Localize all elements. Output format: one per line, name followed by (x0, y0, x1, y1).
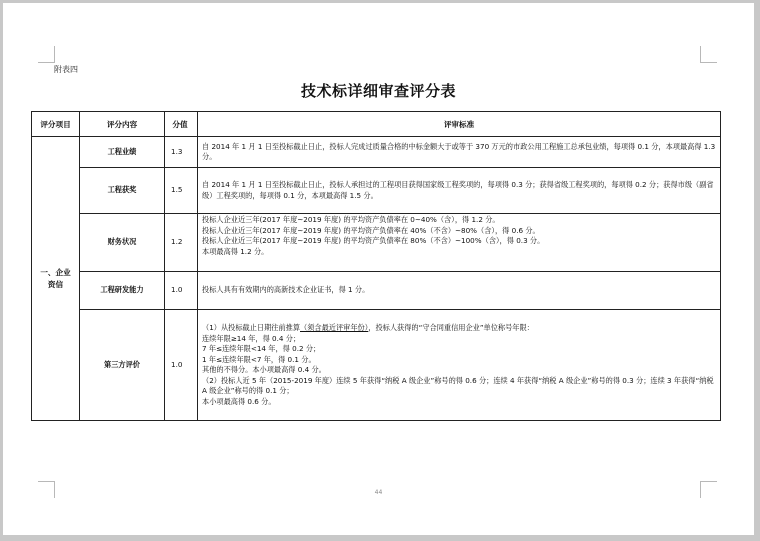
header-score: 分值 (165, 112, 198, 137)
criteria-cell (198, 137, 721, 168)
criteria-line: 1 年≤连续年限<7 年，得 0.1 分。 (202, 354, 316, 364)
content-cell: 工程研发能力 (80, 272, 165, 310)
crop-mark-top-left (38, 46, 55, 63)
criteria-cell (198, 310, 721, 421)
criteria-line: 投标人企业近三年(2017 年度~2019 年度) 的平均资产负债率在 0~40%（含），得 1.2 分。 (202, 215, 500, 224)
criteria-line: （1）从投标截止日期往前推算（须含最近评审年份），投标人获得的“守合同重信用企业”单位称号年限： (202, 323, 534, 332)
criteria-cell (198, 214, 721, 272)
criteria-text: 自 2014 年 1 月 1 日至投标截止日止，投标人完成过质量合格的中标金额大于或等于 370 万元的市政公用工程施工总承包业绩，每项得 0.1 分，本项最高得 1.3 分。 (202, 141, 716, 161)
criteria-line: 本小项最高得 0.6 分。 (202, 396, 276, 406)
score-cell: 1.0 (165, 310, 198, 421)
document-page (3, 3, 754, 535)
criteria-line: （2）投标人近 5 年（2015-2019 年度）连续 5 年获得“纳税 A 级企业”称号的得 0.6 分；连续 4 年获得“纳税 A 级企业”称号的得 0.3 分；连续 3 年获得“纳税 A 级企业”称号的得 0.1 分； (202, 375, 714, 395)
criteria-cell (198, 168, 721, 214)
score-cell: 1.3 (165, 137, 198, 168)
crop-mark-top-right (700, 46, 717, 63)
table-row (32, 137, 721, 168)
page-number: 44 (374, 489, 383, 496)
page-title: 技术标详细审查评分表 (300, 82, 456, 100)
table-row (32, 168, 721, 214)
criteria-line: 投标人企业近三年(2017 年度~2019 年度) 的平均资产负债率在 40%（不含）~80%（含），得 0.6 分。 (202, 225, 540, 235)
table-row (32, 214, 721, 272)
criteria-cell (198, 272, 721, 310)
scoring-table (31, 111, 721, 421)
content-cell: 第三方评价 (80, 310, 165, 421)
score-cell: 1.2 (165, 214, 198, 272)
criteria-text: 投标人具有有效期内的高新技术企业证书，得 1 分。 (202, 285, 370, 295)
score-cell: 1.0 (165, 272, 198, 310)
content-cell: 财务状况 (80, 214, 165, 272)
score-cell: 1.5 (165, 168, 198, 214)
criteria-line: 投标人企业近三年(2017 年度~2019 年度) 的平均资产负债率在 80%（不含）~100%（含），得 0.3 分。 (202, 236, 545, 245)
content-cell: 工程业绩 (80, 137, 165, 168)
criteria-line: 本项最高得 1.2 分。 (202, 246, 269, 256)
header-criteria: 评审标准 (198, 112, 721, 137)
header-category: 评分项目 (32, 112, 80, 137)
underlined-note: （须含最近评审年份） (300, 323, 369, 332)
criteria-line: 7 年≤连续年限<14 年，得 0.2 分； (202, 344, 321, 353)
header-content: 评分内容 (80, 112, 165, 137)
criteria-line: 其他的不得分。本小项最高得 0.4 分。 (202, 365, 326, 374)
table-row (32, 272, 721, 310)
table-header-row (32, 112, 721, 137)
content-cell: 工程获奖 (80, 168, 165, 214)
annex-label: 附表四 (54, 65, 78, 74)
category-cell: 一、企业资信 (32, 137, 80, 421)
criteria-line: 连续年限≥14 年，得 0.4 分； (202, 333, 301, 343)
criteria-text: 自 2014 年 1 月 1 日至投标截止日止，投标人承担过的工程项目获得国家级工程奖项的，每项得 0.3 分；获得省级工程奖项的，每项得 0.2 分；获得市级（副省级）工程奖项的，每项得 0.1 分，本项最高得 1.5 分。 (202, 180, 714, 200)
table-row (32, 310, 721, 421)
